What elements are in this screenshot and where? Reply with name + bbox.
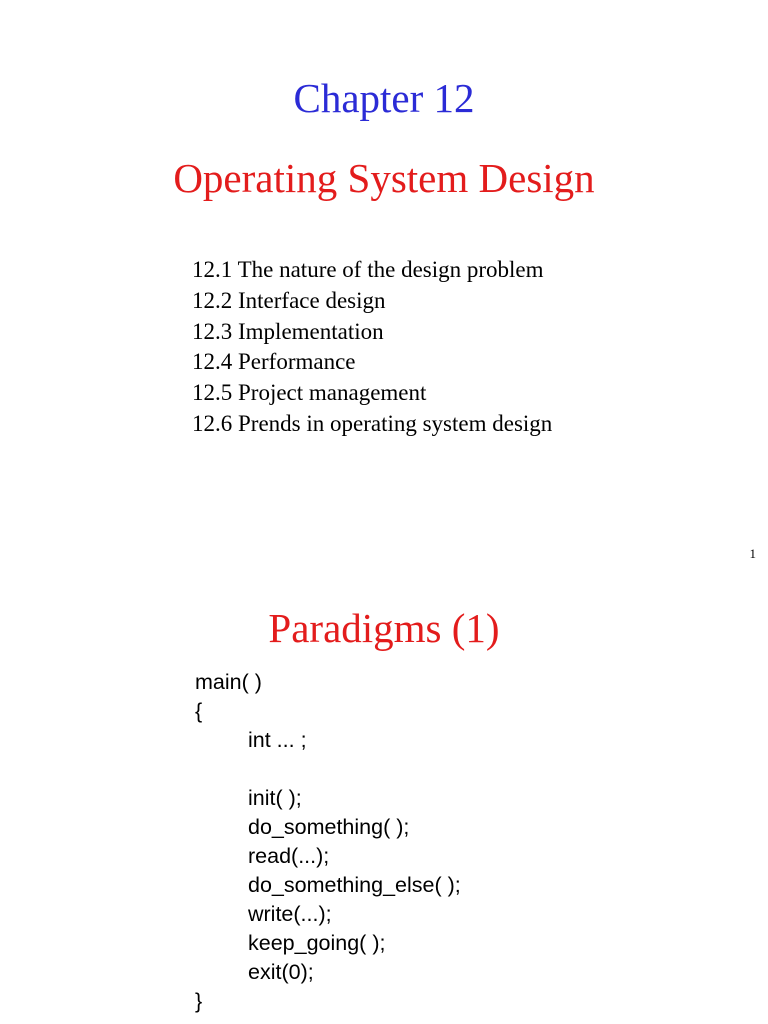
code-line: do_something_else( ); <box>248 873 461 897</box>
toc-item: 12.2 Interface design <box>192 287 386 313</box>
code-line: keep_going( ); <box>248 931 386 955</box>
toc-item: 12.1 The nature of the design problem <box>192 257 544 282</box>
code-line: main( ) <box>195 670 262 694</box>
code-line: exit(0); <box>248 960 314 984</box>
page-number: 1 <box>749 546 756 561</box>
code-line: init( ); <box>248 786 302 810</box>
chapter-title: Operating System Design <box>173 155 595 201</box>
code-line <box>195 755 461 784</box>
toc-item: 12.3 Implementation <box>192 318 384 344</box>
code-line: { <box>195 699 203 723</box>
code-line: int ... ; <box>248 728 307 752</box>
toc-item: 12.5 Project management <box>192 380 427 406</box>
code-line: do_something( ); <box>248 815 410 839</box>
toc-item: 12.6 Prends in operating system design <box>192 410 553 436</box>
code-line: write(...); <box>248 902 332 926</box>
slide-title: Paradigms (1) <box>268 605 500 651</box>
code-line: read(...); <box>248 844 330 868</box>
code-line: } <box>195 989 203 1013</box>
chapter-heading: Chapter 12 <box>293 75 475 121</box>
table-of-contents <box>192 255 552 440</box>
slide-2 <box>0 572 768 1024</box>
toc-item: 12.4 Performance <box>192 349 356 375</box>
code-listing <box>195 668 461 1016</box>
